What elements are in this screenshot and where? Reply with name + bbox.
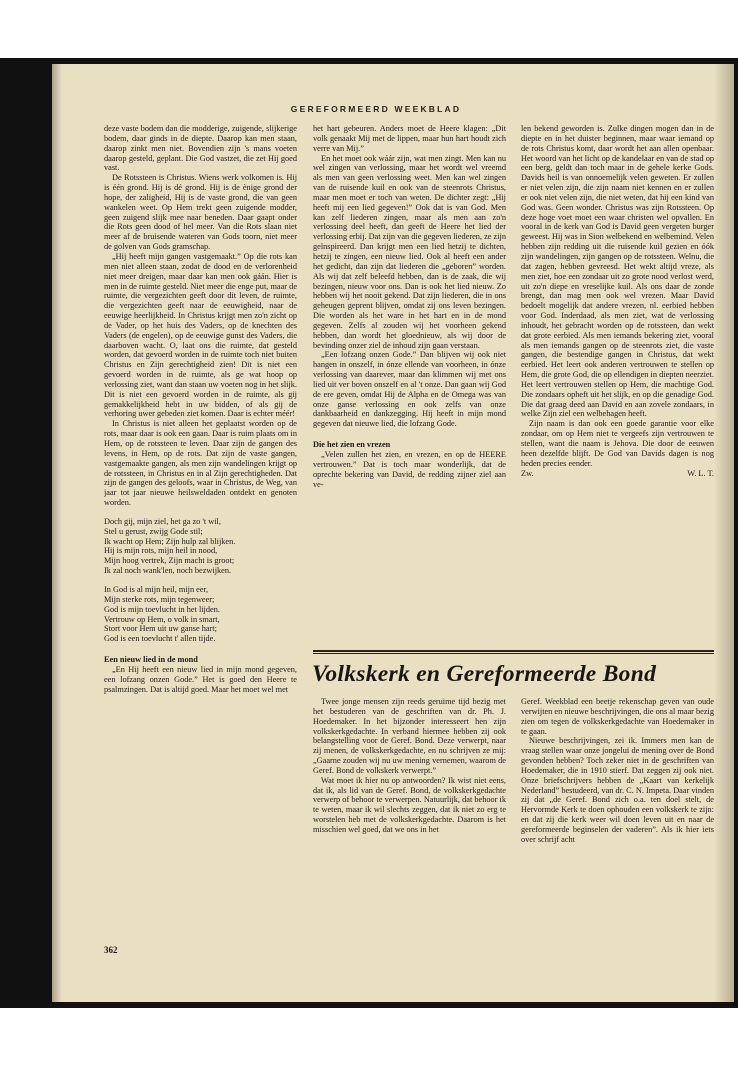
signature-location: Zw. — [521, 468, 534, 478]
paragraph: Geref. Weekblad een beetje rekenschap geven van oude verwijten en nieuwe beschrijvingen, die ons al maar bezig zien om tegen de volkskerkgedachte van Hoedemaker in te gaan. — [521, 697, 714, 736]
running-header: GEREFORMEERD WEEKBLAD — [290, 104, 462, 114]
poem-line: God is een toevlucht t' allen tijde. — [104, 634, 216, 644]
page-number: 362 — [104, 945, 118, 955]
paragraph: len bekend geworden is. Zulke dingen mogen dan in de diepte en in het duister beginnen, maar waar iemand op de rots Christus komt, daar wordt het aan allen openbaar. Het woord van het licht op de kandelaar en van de stad op een berg, geldt dan toch maar in de gehele kerke Gods. Davids heil is van onnoemelijk velen geweten. Er zullen er niet velen zijn, die zijn naam niet kennen en er zullen er ook niet velen zijn, die niet weten, dat hij een kind van God was. Geen wonder. Christus was zijn Rotssteen. Op deze hoge voet moet een waar christen wel opvallen. En vooral in de kerk van God is David geen vergeten burger geweest. Hij was in Sion welbekend en welbemind. Velen hebben zijn redding uit die ruisende kuil gezien en óók zijn wandelingen, zijn gangen op de rotssteen. Welnu, die dat zagen, hebben gevreesd. Het wekt altijd vreze, als men ziet, hoe een zondaar uit zo grote nood verlost werd, uit zo'n diepe en vreselijke kuil. Als ons daar de zonde brengt, dan mag men ook wel vrezen. Maar David bedoelt mogelijk dat andere vrezen, nl. eerbied hebben voor God. Inderdaad, als men ziet, wat de verlossing inhoudt, het gebracht worden op de rotssteen, dan wekt dat grote eerbied. Als men iemands bekering ziet, vooral als men iemands gangen op de steenrots ziet, die vaste gangen, die bestendige gangen in Christus, dat wekt eerbied. Het leert ook anderen vertrouwen te stellen op Hem, die grote God, die op ellendigen in diepten neerziet. Het leert vertrouwen stellen op Hem, die machtige God. Die zondaars opheft uit het slijk, en op die genadige God. Die dat graag deed aan David en aan zovele zondaars, in welke Zijn ziel een welbehagen heeft. — [521, 124, 714, 419]
column-5 — [521, 697, 714, 942]
paragraph: deze vaste bodem dan die modderige, zuigende, slijkerige bodem, daar ginds in de diepte. Daarop kan men staan, daarop zinkt men niet. Bovendien zijn 's mans voeten daarop gesteld, geplant. Die God vastzet, die zet Hij goed vast. — [104, 124, 297, 173]
paragraph: Wat moet ik hier nu op antwoorden? Ik wist niet eens, dat ik, als lid van de Geref. Bond, de volkskerkgedachte verwerp of behoor te verwerpen. Natuurlijk, dat behoor ik te weten, maar ik wil slechts zeggen, dat ik niet zo erg te worstelen heb met de volkskerkgedachte. Daarom is het misschien wel goed, dat we ons in het — [313, 775, 506, 834]
poem-line: Mijn hoog vertrek, Zijn macht is groot; — [104, 556, 235, 566]
paragraph: En het moet ook wáár zijn, wat men zingt. Men kan nu wel zingen van verlossing, maar het wordt wel vreemd als men van geen verlossing weet. Men kan wel zingen van de ruisende kuil en ook van de steenrots Christus, maar men moet er toch van weten. De dichter zegt: „Hij heeft mij een lied gegeven!” Ook dat is van God. Men kan zelf liederen zingen, maar als men aan zo'n verlossing deel heeft, dan geeft de Heere het lied der verlossing erbij. Dat zijn van die gegeven liederen, ze zijn geïnspireerd. Dan krijgt men een lied hetzij te dichten, hetzij te zingen, een nieuw lied. Ook al heeft een ander het gedicht, dan zijn dat liederen die „geboren” worden. Als wij dat zelf beleefd hebben, dan is de zaak, die wij bezingen, nieuw voor ons. Dan is ook het lied nieuw. Zo hebben wij het nooit gekend. Dat zijn liederen, die in ons geheugen geprent blijven, omdat zij ons leven bezingen. Die worden als het ware in het hart en in de mond gegeven. Zelfs al zouden wij het voorheen gekend hebben, dan wordt het gloednieuw, als wij door de bevinding onzer ziel de inhoud zijn gaan verstaan. — [313, 153, 506, 350]
poem-line: God is mijn toevlucht in het lijden. — [104, 604, 220, 614]
poem-line: Hij is mijn rots, mijn heil in nood, — [104, 546, 218, 556]
poem-line: Stel u gerust, zwijg Gode stil; — [104, 526, 203, 536]
paragraph: het hart gebeuren. Anders moet de Heere klagen: „Dit volk genaakt Mij met de lippen, maar hun hart houdt zich verre van Mij.” — [313, 124, 506, 153]
column-1 — [104, 124, 297, 942]
column-2 — [313, 124, 506, 644]
poem-line: Stort voor Hem uit uw ganse hart; — [104, 624, 217, 634]
poem-line: Mijn sterke rots, mijn tegenweer; — [104, 594, 215, 604]
paragraph: Zijn naam is dan ook een goede garantie voor elke zondaar, om op Hem niet te vergeefs zijn vertrouwen te stellen, want die naam is Jehova. Die door de eeuwen heen dezelfde blijft. De God van Davids dagen is nog heden precies eender. — [521, 419, 714, 468]
poem-line: Ik zal noch wank'len, noch bezwijken. — [104, 566, 232, 576]
column-3 — [521, 124, 714, 644]
signature-line — [521, 469, 714, 479]
poem-line: Ik wacht op Hem; Zijn hulp zal blijken. — [104, 536, 236, 546]
paragraph: Twee jonge mensen zijn reeds geruime tijd bezig met het bestuderen van de geschriften van dr. Ph. J. Hoedemaker. In het bijzonder interesseert hen zijn volkskerkgedachte. In verband hiermee hebben zij ook belangstelling voor de Geref. Bond. Deze verwerpt, naar zij menen, de volkskerkgedachte, en nu schrijven ze mij: „Gaarne zouden wij nu uw mening vernemen, waarom de Geref. Bond de volkskerk verwerpt.” — [313, 697, 506, 775]
section-heading: Die het zien en vrezen — [313, 440, 391, 450]
paragraph: In Christus is niet alleen het geplaatst worden op de rots, maar daar is ook een gaan. Daar is ruim plaats om in Hem, op de rotssteen te leven. Daar zijn de gangen des levens, in Hem, op de rots. Dat zijn de vaste gangen, vastgemaakte gangen, als men zijn wandelingen krijgt op de rotssteen, in Christus en in al Zijn gerechtigheden. Dat zijn de gangen des geloofs, waar in Christus, de Weg, van jaar tot jaar nieuwe heilsweldaden ontdekt en genoten worden. — [104, 419, 297, 508]
poem-line: Doch gij, mijn ziel, het ga zo 't wil, — [104, 516, 221, 526]
paragraph: Nieuwe beschrijvingen, zei ik. Immers men kan de vraag stellen waar onze jongelui de mening over de Bond gevonden hebben? Toch zeker niet in de geschriften van Hoedemaker, die in 1910 stierf. Dat zeggen zij ook niet. Onze briefschrijvers hebben de „Kaart van kerkelijk Nederland” bestudeerd, van dr. C. N. Impeta. Daar vinden zij dat „de Geref. Bond zich o.a. ten doel stelt, de Hervormde Kerk te doen ophouden een volkskerk te zijn: en dat zij die kerk weer wil doen leven uit en naar de gereformeerde beginselen der vaderen”. Als ik hier iets over schrijf acht — [521, 736, 714, 844]
article-divider-thin — [313, 653, 714, 654]
paragraph: „En Hij heeft een nieuw lied in mijn mond gegeven, een lofzang onzen Gode.” Het is goed den Heere te psalmzingen. Dat is altijd goed. Maar het moet wel met — [104, 664, 297, 694]
article-divider — [313, 650, 714, 652]
psalm-verse-1 — [104, 517, 297, 576]
page-edge-shadow — [714, 64, 734, 1002]
paragraph: „Een lofzang onzen Gode.” Dan blijven wij ook niet hangen in onszelf, in ónze ellende van voorheen, in ónze verlossing van daarever, maar dan klimmen wij met ons lied uit ver boven onszelf en al 't onze. Dan gaan wij God de ere geven, omdat Hij de Alpha en de Omega was van onze ganse verlossing en ook zelfs van onze dankbaarheid en dankzegging. Hij heeft in mijn mond gegeven dat nieuwe lied, die lofzang Gode. — [313, 350, 506, 429]
paragraph: „Hij heeft mijn gangen vastgemaakt.” Op die rots kan men niet alleen staan, zodat de dood en de verlorenheid niet meer dreigen, maar daar kan men ook gáán. Hier is men in de ruimte gesteld. Niet meer die enge put, maar de ruimte, die vergezichten geeft door dit leven, de ruimte, die vergezichten geeft naar de eeuwigheid, naar de eeuwige heerlijkheid. In Christus krijgt men zo'n zicht op de Vader, op het huis des Vaders, op de knechten des Vaders (de engelen), op de eeuwige gunst des Vaders, die daarboven wacht. O, laat ons die ruimte, dat gesteld worden, dat gevoerd worden in de ruimte toch niet buiten Christus en Zijn gerechtigheid zien! Dit is niet een gevoerd worden in de ruimte, als ge wat hoop op verlossing ziet, want dan staan uw voeten nog in het slijk. Dit is niet een gevoerd worden in de ruimte, als gij gemakkelijkheid hebt in uw bidden, of als gij de verhoring uwer gebeden ziet komen. Daar is echter méér! — [104, 251, 297, 419]
page-gutter-shadow — [52, 64, 62, 1002]
poem-line: In God is al mijn heil, mijn eer, — [104, 584, 209, 594]
column-4 — [313, 697, 506, 942]
article-title: Volkskerk en Gereformeerde Bond — [312, 661, 657, 687]
section-heading: Een nieuw lied in de mond — [104, 655, 198, 665]
psalm-verse-2 — [104, 585, 297, 644]
paragraph: „Velen zullen het zien, en vrezen, en op de HEERE vertrouwen.” Dat is toch maar wonderlijk, dat de oprechte bekering van David, de redding zijner ziel aan ve- — [313, 450, 506, 489]
poem-line: Vertrouw op Hem, o volk in smart, — [104, 614, 220, 624]
paragraph: De Rotssteen is Christus. Wiens werk volkomen is. Hij is één grond. Hij is dé grond. Hij is de ènige grond der hope, der zaligheid, Hij is de vaste grond, die van geen wankelen weet. Op Hem trekt geen zuigende modder, geen zuigend slijk mee naar beneden. Daar gaapt onder die Rots geen dood of hel meer. Van die Rots slaan niet meer af de bruisende wateren van Gods toorn, niet meer de golven van Gods gramschap. — [104, 173, 297, 252]
signature-author: W. L. T. — [687, 468, 714, 478]
